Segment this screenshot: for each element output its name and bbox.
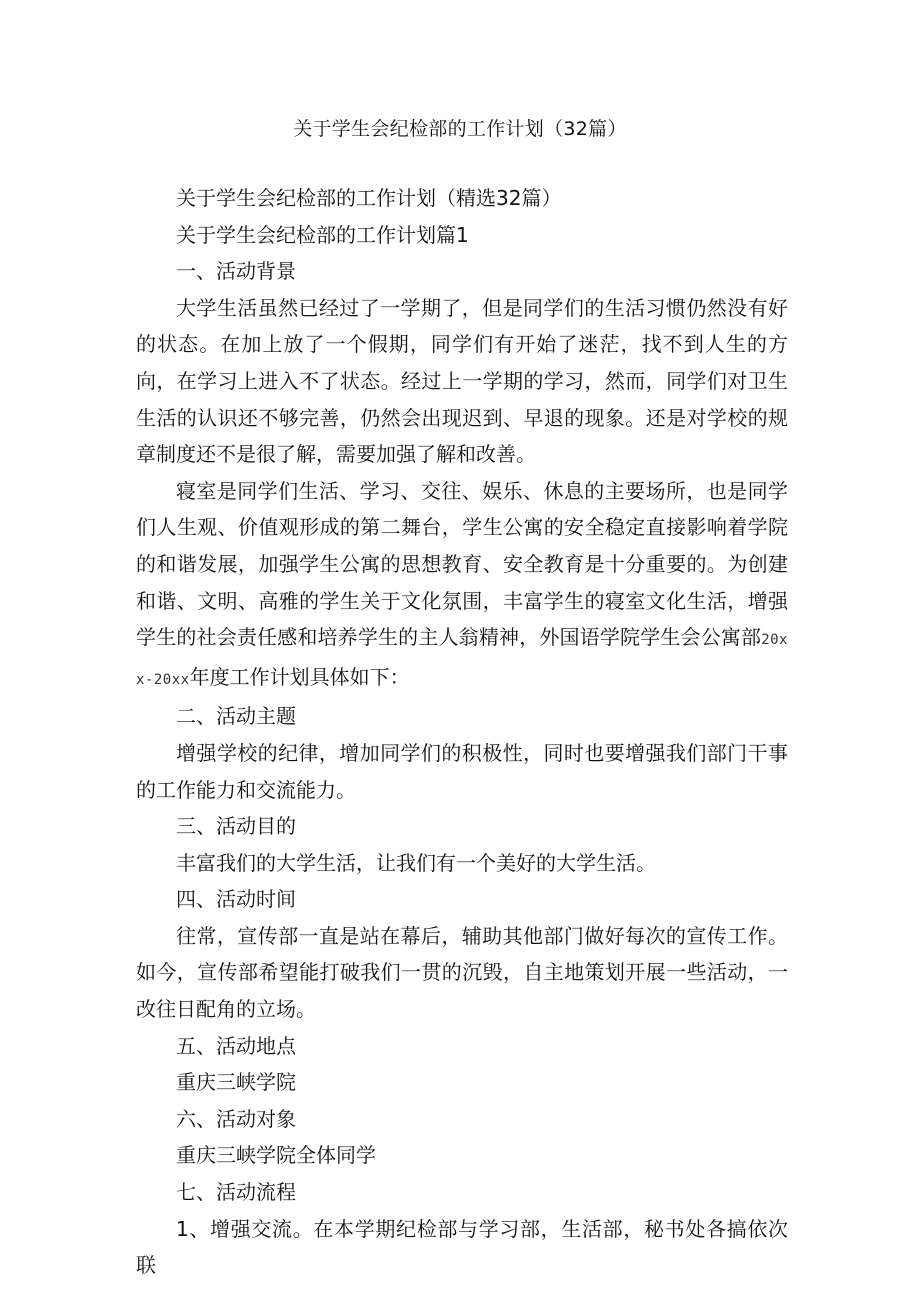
paragraph-process-1: 1、增强交流。在本学期纪检部与学习部，生活部，秘书处各搞依次联 — [136, 1216, 788, 1278]
heading-activity-purpose: 三、活动目的 — [176, 814, 296, 839]
paragraph-location: 重庆三峡学院 — [176, 1070, 296, 1095]
heading-activity-theme: 二、活动主题 — [176, 704, 296, 729]
dormitory-text-b: 年度工作计划具体如下： — [189, 664, 410, 689]
document-body — [136, 180, 788, 1284]
section-title-paragraph: 关于学生会纪检部的工作计划篇1 — [176, 222, 469, 247]
paragraph-purpose: 丰富我们的大学生活，让我们有一个美好的大学生活。 — [176, 850, 656, 875]
heading-activity-audience: 六、活动对象 — [176, 1106, 296, 1131]
document-title: 关于学生会纪检部的工作计划（32篇） — [293, 118, 627, 140]
paragraph-background: 大学生活虽然已经过了一学期了，但是同学们的生活习惯仍然没有好的状态。在加上放了一个假期，同学们有开始了迷茫，找不到人生的方向，在学习上进入不了状态。经过上一学期的学习，然而，同学们对卫生生活的认识还不够完善，仍然会出现迟到、早退的现象。还是对学校的规章制度还不是很了解，需要加强了解和改善。 — [136, 295, 788, 467]
paragraph-audience: 重庆三峡学院全体同学 — [176, 1143, 376, 1168]
heading-activity-time: 四、活动时间 — [176, 887, 296, 912]
dormitory-text-a: 寝室是同学们生活、学习、交往、娱乐、休息的主要场所，也是同学们人生观、价值观形成的第二舞台，学生公寓的安全稳定直接影响着学院的和谐发展，加强学生公寓的思想教育、安全教育是十分重要的。为创建和谐、文明、高雅的学生关于文化氛围，丰富学生的寝室文化生活，增强学生的社会责任感和培养学生的主人翁精神，外国语学院学生会公寓部 — [136, 478, 788, 650]
paragraph-time: 往常，宣传部一直是站在幕后，辅助其他部门做好每次的宣传工作。如今，宣传部希望能打破我们一贯的沉毁，自主地策划开展一些活动，一改往日配角的立场。 — [136, 923, 788, 1022]
paragraph-theme: 增强学校的纪律，增加同学们的积极性，同时也要增强我们部门干事的工作能力和交流能力。 — [136, 740, 788, 802]
subtitle-paragraph: 关于学生会纪检部的工作计划（精选32篇） — [176, 186, 562, 210]
paragraph-dormitory — [136, 473, 788, 699]
academic-year-text: 20xx-20xx — [136, 632, 788, 688]
heading-activity-location: 五、活动地点 — [176, 1033, 296, 1058]
heading-activity-process: 七、活动流程 — [176, 1180, 296, 1205]
heading-activity-background: 一、活动背景 — [176, 259, 296, 284]
